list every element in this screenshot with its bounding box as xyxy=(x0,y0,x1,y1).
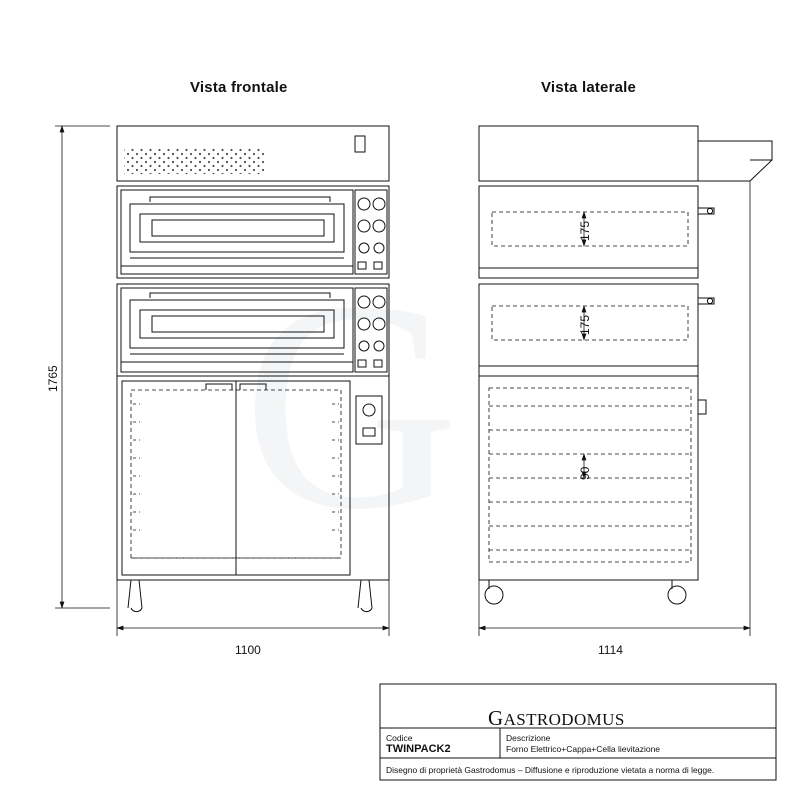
view-title-side: Vista laterale xyxy=(541,79,637,96)
description-label: Descrizione xyxy=(506,733,551,743)
code-label: Codice xyxy=(386,733,413,743)
dim-front-width: 1100 xyxy=(235,643,261,657)
description-value: Forno Elettrico+Cappa+Cella lievitazione xyxy=(506,744,661,754)
copyright-notice: Disegno di proprietà Gastrodomus – Diffusione e riproduzione vietata a norma di legge. xyxy=(386,765,715,775)
brand-logo xyxy=(488,706,625,731)
dim-prover-tray-pitch: 90 xyxy=(578,466,592,480)
brand-logo-capital: G xyxy=(488,706,504,730)
dim-lower-deck-height: 175 xyxy=(578,314,592,335)
dim-overall-height: 1765 xyxy=(46,365,60,392)
code-value: TWINPACK2 xyxy=(386,743,451,755)
dim-upper-deck-height: 175 xyxy=(578,220,592,241)
view-title-front: Vista frontale xyxy=(190,79,288,96)
brand-logo-text: ASTRODOMUS xyxy=(503,710,625,729)
watermark-logo: G xyxy=(242,239,460,571)
dim-side-depth: 1114 xyxy=(598,643,623,657)
